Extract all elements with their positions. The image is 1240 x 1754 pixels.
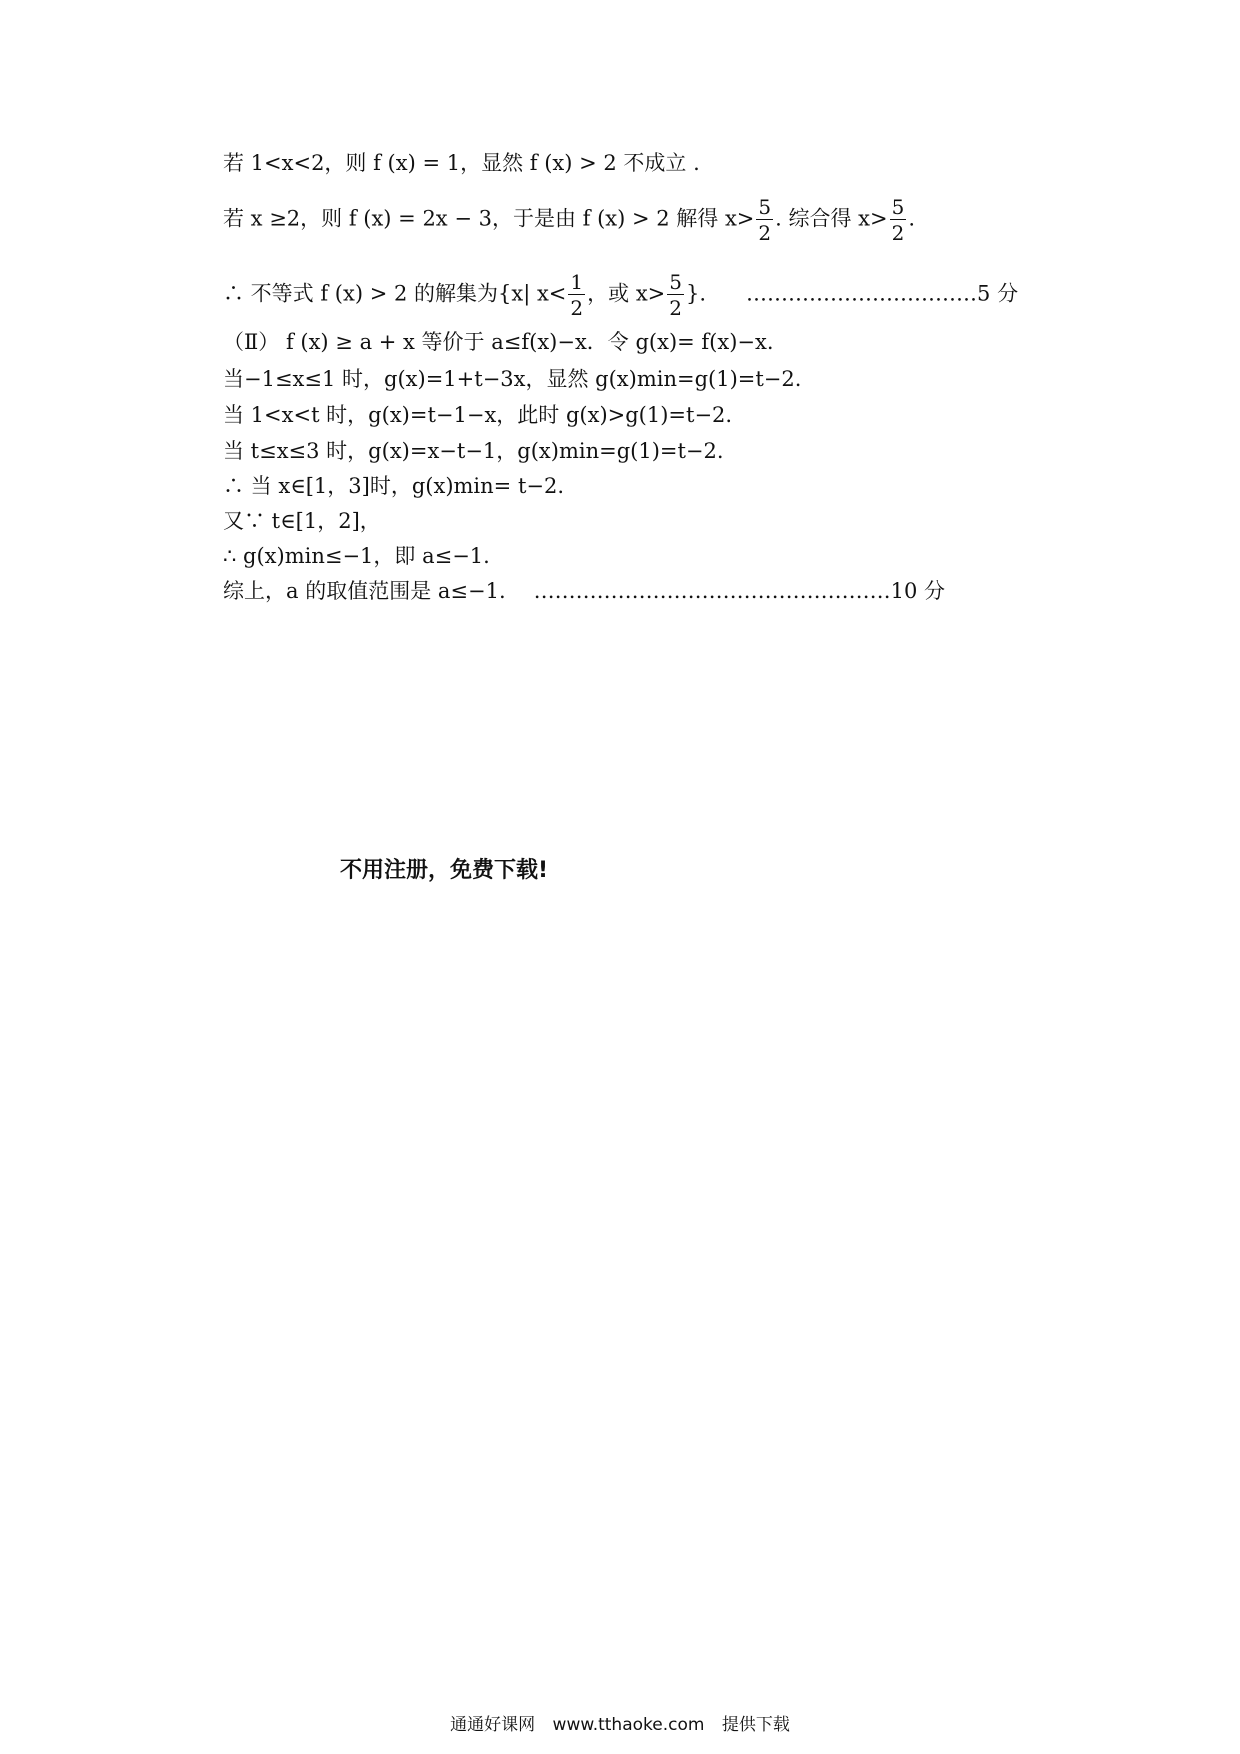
- fraction-numerator: 5: [758, 195, 772, 219]
- solution-line-2: [223, 197, 915, 243]
- text-segment: 当 1<x<t 时，g(x)=t−1−x，此时 g(x)>g(1)=t−2.: [223, 403, 733, 427]
- text-segment: ∴ g(x)min≤−1，即 a≤−1.: [223, 544, 490, 568]
- fraction-denominator: 2: [669, 296, 682, 320]
- fraction: [568, 272, 585, 318]
- fraction: [756, 197, 773, 243]
- footer-suffix: 提供下载: [721, 1715, 790, 1735]
- solution-line-4: [223, 327, 774, 357]
- text-segment: 当−1≤x≤1 时，g(x)=1+t−3x，显然 g(x)min=g(1)=t−2.: [223, 367, 802, 391]
- text-segment: （Ⅱ） f (x) ≥ a + x 等价于 a≤f(x)−x．令 g(x)= f(x)−x.: [223, 330, 774, 354]
- solution-line-3: [223, 272, 1018, 318]
- text-segment: 又∵ t∈[1，2]，: [223, 509, 381, 533]
- fraction-numerator: 5: [891, 195, 905, 219]
- text-segment: 综上，a 的取值范围是 a≤−1.: [223, 579, 506, 603]
- fraction-denominator: 2: [891, 221, 905, 245]
- score-marker-10: ……………………………………………10 分: [533, 579, 946, 603]
- text-segment: 当 t≤x≤3 时，g(x)=x−t−1，g(x)min=g(1)=t−2.: [223, 439, 724, 463]
- page-footer: [0, 1713, 1240, 1737]
- footer-url[interactable]: www.tthaoke.com: [552, 1715, 705, 1735]
- solution-line-1: [223, 148, 700, 178]
- solution-line-6: [223, 400, 732, 430]
- fraction: [890, 197, 907, 243]
- text-segment: .: [908, 206, 916, 231]
- text-segment: ，或 x>: [587, 281, 666, 306]
- fraction-denominator: 2: [570, 296, 584, 320]
- solution-line-7: [223, 436, 724, 466]
- promo-text: 不用注册，免费下载!: [340, 858, 549, 883]
- score-marker-5: ……………………………5 分: [746, 281, 1019, 306]
- text-segment: ∴ 当 x∈[1，3]时，g(x)min= t−2.: [223, 474, 565, 498]
- fraction-numerator: 1: [570, 270, 584, 294]
- solution-line-8: [223, 471, 564, 501]
- text-segment: 若 x ≥2，则 f (x) = 2x − 3，于是由 f (x) > 2 解得 x>: [223, 206, 755, 231]
- text-segment: }.: [686, 281, 707, 306]
- solution-line-11: [223, 576, 945, 606]
- footer-site-name: 通通好课网: [450, 1715, 536, 1735]
- fraction-numerator: 5: [669, 270, 682, 294]
- fraction-denominator: 2: [758, 221, 772, 245]
- solution-line-9: [223, 506, 381, 536]
- solution-line-10: [223, 541, 490, 571]
- fraction: [667, 272, 684, 318]
- text-segment: ∴ 不等式 f (x) > 2 的解集为{x| x<: [223, 281, 567, 306]
- text-segment: . 综合得 x>: [775, 206, 888, 231]
- text-segment: 若 1<x<2，则 f (x) = 1，显然 f (x) > 2 不成立 .: [223, 151, 700, 175]
- solution-line-5: [223, 364, 801, 394]
